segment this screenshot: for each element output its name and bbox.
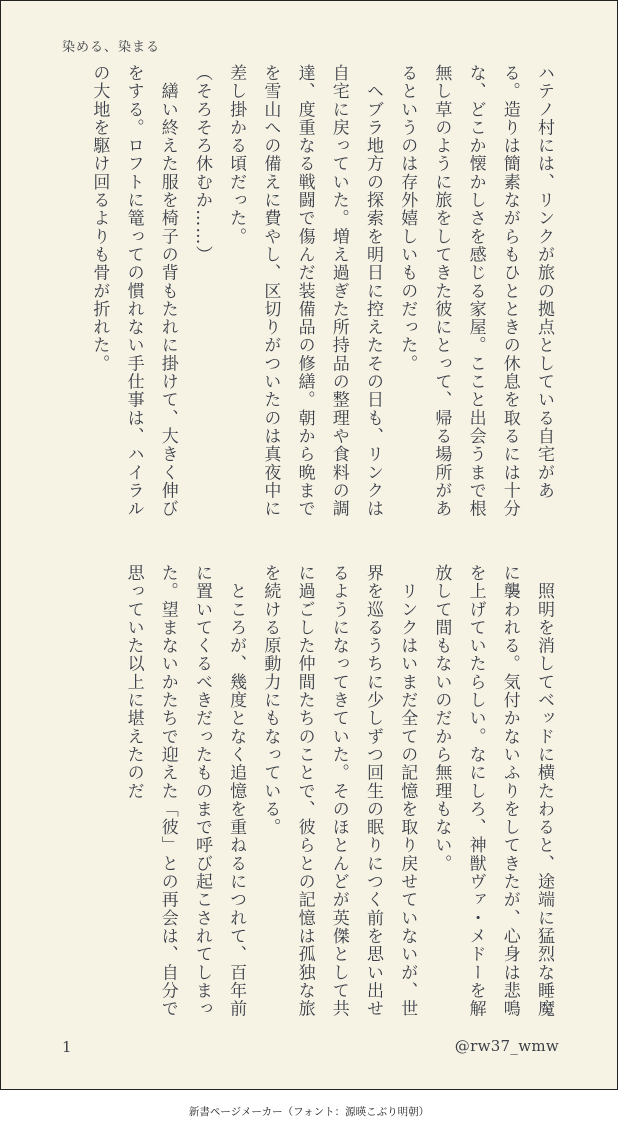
body-paragraphs-lower: 照明を消してベッドに横たわると、途端に猛烈な睡魔に襲われる。気付かないふりをしてきたが、心身は悲鳴を上げていたらしい。なにしろ、神獣ヴァ・メドーを解放して間もないのだから無理もない。 リンクはいまだ全ての記憶を取り戻せていないが、世界を巡るうちに少しずつ回生の眠りにつく前を思い出せるようになってきていた。そのほとんどが英傑として共に過ごした仲間たちのことで、彼らとの記憶は孤独な旅を続ける原動力にもなっている。 ところが、幾度となく追憶を重ねるにつれて、百年前に置いてくるべきだったものまで呼び起こされてしまった。望まないかたちで迎えた「彼」との再会は、自分で思っていた以上に堪えたのだ (123, 564, 554, 1018)
running-header-title: 染める、染まる (62, 40, 161, 55)
page-number: 1 (62, 1038, 72, 1056)
body-text-lower-block (61, 564, 561, 1028)
body-paragraphs-upper: ハテノ村には、リンクが旅の拠点としている自宅がある。造りは簡素ながらもひとときの休息を取るには十分な、どこか懐かしさを感じる家屋。ここと出会うまで根無し草のように旅をしてきた彼にとって、帰る場所があるというのは存外嬉しいものだった。 ヘブラ地方の探索を明日に控えたその日も、リンクは自宅に戻っていた。増え過ぎた所持品の整理や食料の調達、度重なる戦闘で傷んだ装備品の修繕。朝から晩までを雪山への備えに費やし、区切りがついたのは真夜中に差し掛かる頃だった。 （そろそろ休むか……） 繕い終えた服を椅子の背もたれに掛けて、大きく伸びをする。ロフトに篭っての慣れない手仕事は、ハイラルの大地を駆け回るよりも骨が折れた。 (89, 64, 554, 518)
body-text-upper-block (61, 64, 561, 528)
generator-caption: 新書ページメーカー（フォント：源暎こぶり明朝） (188, 1106, 430, 1118)
author-handle: @rw37_wmw (454, 1037, 559, 1055)
